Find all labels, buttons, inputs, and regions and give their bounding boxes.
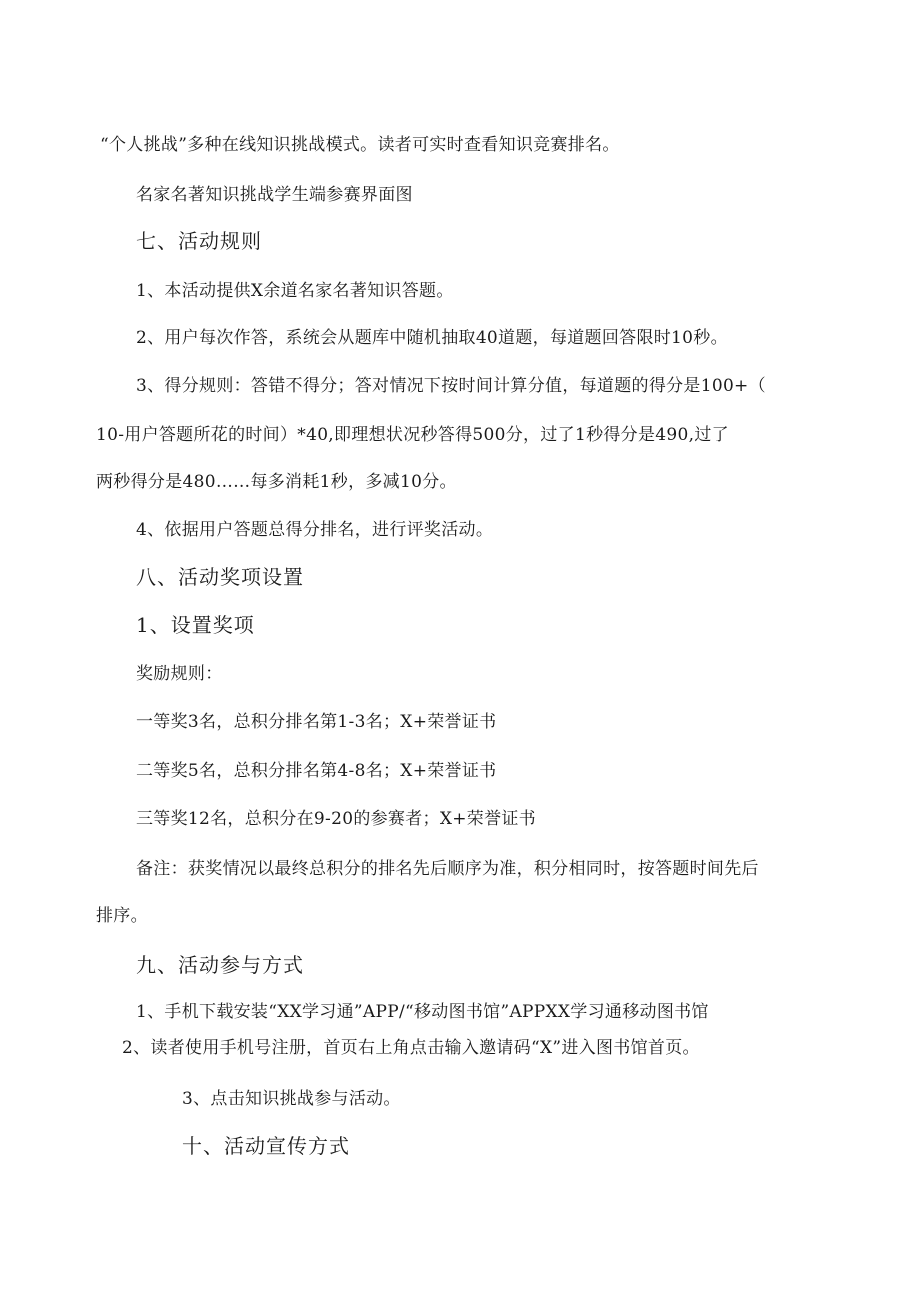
award-first-prize: 一等奖3名，总积分排名第1-3名；X+荣誉证书	[136, 712, 497, 732]
participation-step-1: 1、手机下载安装“XX学习通”APP/“移动图书馆”APPXX学习通移动图书馆	[136, 1002, 709, 1022]
rule-item-3-line-2: 10-用户答题所花的时间）*40,即理想状况秒答得500分，过了1秒得分是490,过了	[96, 425, 729, 445]
section-heading-rules: 七、活动规则	[136, 229, 262, 253]
rule-item-4: 4、依据用户答题总得分排名，进行评奖活动。	[136, 520, 494, 540]
rule-item-2: 2、用户每次作答，系统会从题库中随机抽取40道题，每道题回答限时10秒。	[136, 328, 728, 348]
subheading-set-awards: 1、设置奖项	[136, 613, 255, 637]
award-third-prize: 三等奖12名，总积分在9-20的参赛者；X+荣誉证书	[136, 809, 536, 829]
intro-paragraph-tail: “个人挑战”多种在线知识挑战模式。读者可实时查看知识竞赛排名。	[100, 135, 620, 155]
section-heading-awards: 八、活动奖项设置	[136, 565, 304, 589]
rule-item-3-line-3: 两秒得分是480……每多消耗1秒，多减10分。	[96, 472, 457, 492]
rule-item-1: 1、本活动提供X余道名家名著知识答题。	[136, 281, 454, 301]
participation-step-2: 2、读者使用手机号注册，首页右上角点击输入邀请码“X”进入图书馆首页。	[122, 1038, 700, 1058]
award-note-line-2: 排序。	[96, 906, 148, 926]
section-heading-participation: 九、活动参与方式	[136, 953, 304, 977]
award-second-prize: 二等奖5名，总积分排名第4-8名；X+荣誉证书	[136, 761, 497, 781]
award-note-line-1: 备注：获奖情况以最终总积分的排名先后顺序为准，积分相同时，按答题时间先后	[136, 859, 759, 879]
award-rule-label: 奖励规则：	[136, 664, 223, 684]
section-heading-promotion: 十、活动宣传方式	[182, 1134, 350, 1158]
rule-item-3-line-1: 3、得分规则：答错不得分；答对情况下按时间计算分值，每道题的得分是100+（	[136, 376, 766, 396]
participation-step-3: 3、点击知识挑战参与活动。	[182, 1089, 401, 1109]
figure-caption: 名家名著知识挑战学生端参赛界面图	[136, 185, 413, 205]
